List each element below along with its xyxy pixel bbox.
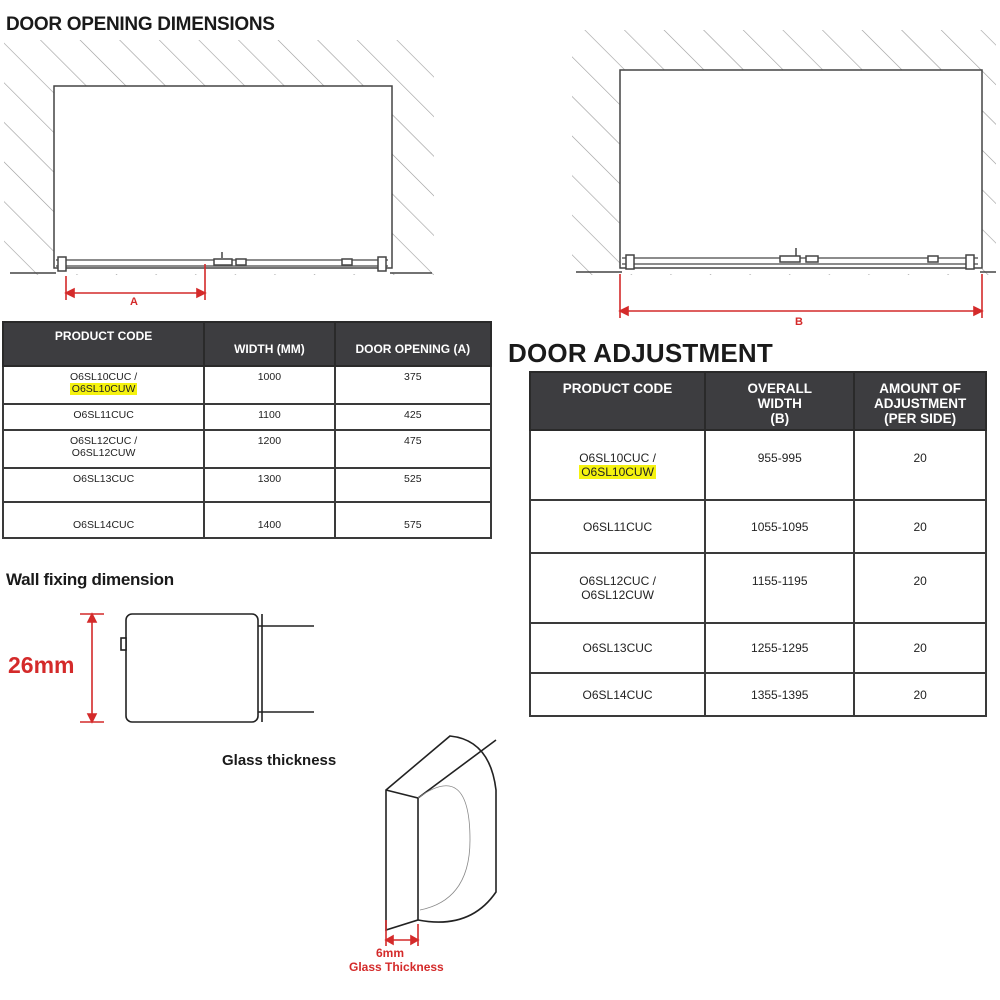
product-code-cell: O6SL13CUC — [530, 623, 705, 673]
adjustment-header-amount: AMOUNT OF ADJUSTMENT (PER SIDE) — [854, 372, 986, 430]
glass-thickness-caption: Glass Thickness — [349, 960, 444, 974]
glass-dimension-marker — [386, 920, 418, 946]
product-code-cell: O6SL14CUC — [3, 502, 204, 538]
opening-cell: 525 — [335, 468, 491, 502]
overall-width-cell: 1255-1295 — [705, 623, 854, 673]
door-frame-left — [10, 86, 432, 273]
overall-width-cell: 1055-1095 — [705, 500, 854, 553]
width-cell: 1000 — [204, 366, 334, 404]
opening-cell: 375 — [335, 366, 491, 404]
opening-header-code: PRODUCT CODE — [3, 322, 204, 366]
opening-header-width: WIDTH (MM) — [204, 322, 334, 366]
wall-hatching-left — [4, 40, 434, 275]
product-code-cell: O6SL13CUC — [3, 468, 204, 502]
glass-dimension-label: 6mm — [376, 946, 405, 960]
wall-hatching-right — [572, 30, 996, 275]
adjustment-section-title: DOOR ADJUSTMENT — [508, 338, 773, 368]
adjustment-cell: 20 — [854, 623, 986, 673]
product-code: O6SL10CUC / — [579, 451, 656, 465]
door-frame-right — [576, 70, 996, 272]
product-code-highlighted: O6SL10CUW — [581, 465, 654, 479]
opening-cell: 475 — [335, 430, 491, 468]
product-code-cell: O6SL14CUC — [530, 673, 705, 716]
opening-cell: 425 — [335, 404, 491, 430]
opening-table-header — [3, 322, 491, 366]
dimension-a-marker — [66, 264, 205, 300]
overall-width-cell: 1355-1395 — [705, 673, 854, 716]
table-row — [3, 430, 491, 468]
product-code: O6SL12CUC / — [70, 435, 138, 447]
adjustment-header-code: PRODUCT CODE — [530, 372, 705, 430]
adjustment-cell: 20 — [854, 500, 986, 553]
product-code: O6SL12CUW — [581, 588, 654, 602]
wall-fixing-drawing — [121, 614, 314, 722]
product-code-cell — [3, 366, 204, 404]
table-row — [530, 553, 986, 623]
adjustment-cell: 20 — [854, 553, 986, 623]
product-code: O6SL12CUC / — [579, 574, 656, 588]
opening-header-opening: DOOR OPENING (A) — [335, 322, 491, 366]
table-row — [530, 500, 986, 553]
adjustment-header-overall-width: OVERALL WIDTH (B) — [705, 372, 854, 430]
wall-fixing-dimension-label: 26mm — [8, 652, 75, 678]
adjustment-cell: 20 — [854, 430, 986, 500]
product-code: O6SL12CUW — [71, 447, 136, 459]
width-cell: 1300 — [204, 468, 334, 502]
adjustment-table-header — [530, 372, 986, 430]
adjustment-table — [529, 371, 987, 717]
table-row — [3, 502, 491, 538]
dimension-b-marker — [620, 274, 982, 318]
width-cell: 1100 — [204, 404, 334, 430]
product-code-cell — [3, 430, 204, 468]
table-row — [3, 468, 491, 502]
opening-section-title: DOOR OPENING DIMENSIONS — [6, 14, 275, 35]
product-code-highlighted: O6SL10CUW — [71, 383, 136, 395]
wall-fixing-title: Wall fixing dimension — [6, 570, 174, 589]
overall-width-cell: 1155-1195 — [705, 553, 854, 623]
product-code-cell — [530, 430, 705, 500]
product-code-cell: O6SL11CUC — [530, 500, 705, 553]
opening-cell: 575 — [335, 502, 491, 538]
wall-fixing-dimension-marker — [80, 614, 104, 722]
table-row — [530, 623, 986, 673]
product-code-cell — [530, 553, 705, 623]
product-code: O6SL10CUC / — [70, 371, 138, 383]
width-cell: 1400 — [204, 502, 334, 538]
table-row — [3, 404, 491, 430]
opening-table — [2, 321, 492, 539]
dimension-b-label: B — [795, 316, 803, 328]
dimension-a-label: A — [130, 296, 138, 308]
table-row — [530, 673, 986, 716]
table-row — [530, 430, 986, 500]
product-code-cell: O6SL11CUC — [3, 404, 204, 430]
glass-thickness-title: Glass thickness — [222, 752, 337, 769]
adjustment-cell: 20 — [854, 673, 986, 716]
width-cell: 1200 — [204, 430, 334, 468]
glass-panel-drawing — [386, 736, 496, 930]
overall-width-cell: 955-995 — [705, 430, 854, 500]
table-row — [3, 366, 491, 404]
